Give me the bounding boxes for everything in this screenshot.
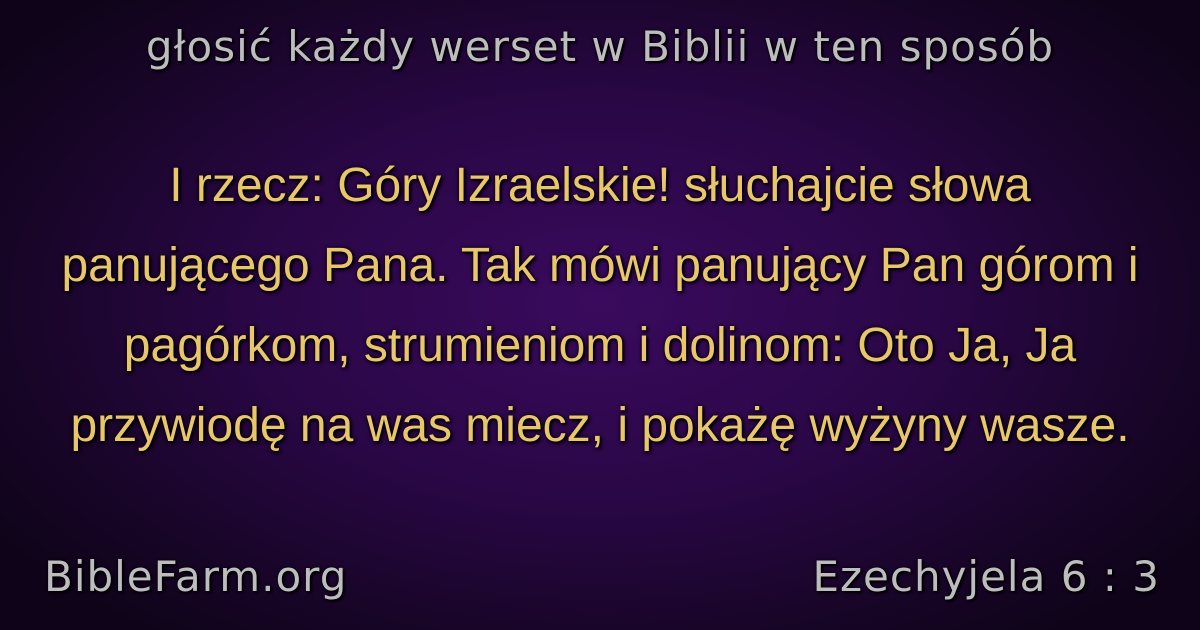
tagline: głosić każdy werset w Biblii w ten sposób [145,22,1055,71]
site-name: BibleFarm.org [44,552,348,601]
verse-reference: Ezechyjela 6 : 3 [812,552,1160,601]
verse-text: I rzecz: Góry Izraelskie! słuchajcie słowa panującego Pana. Tak mówi panujący Pan górom i pagórkom, strumieniom i dolinom: Oto Ja, Ja przywiodę na was miecz, i pokażę wyżyny wasze. [61,159,1139,452]
